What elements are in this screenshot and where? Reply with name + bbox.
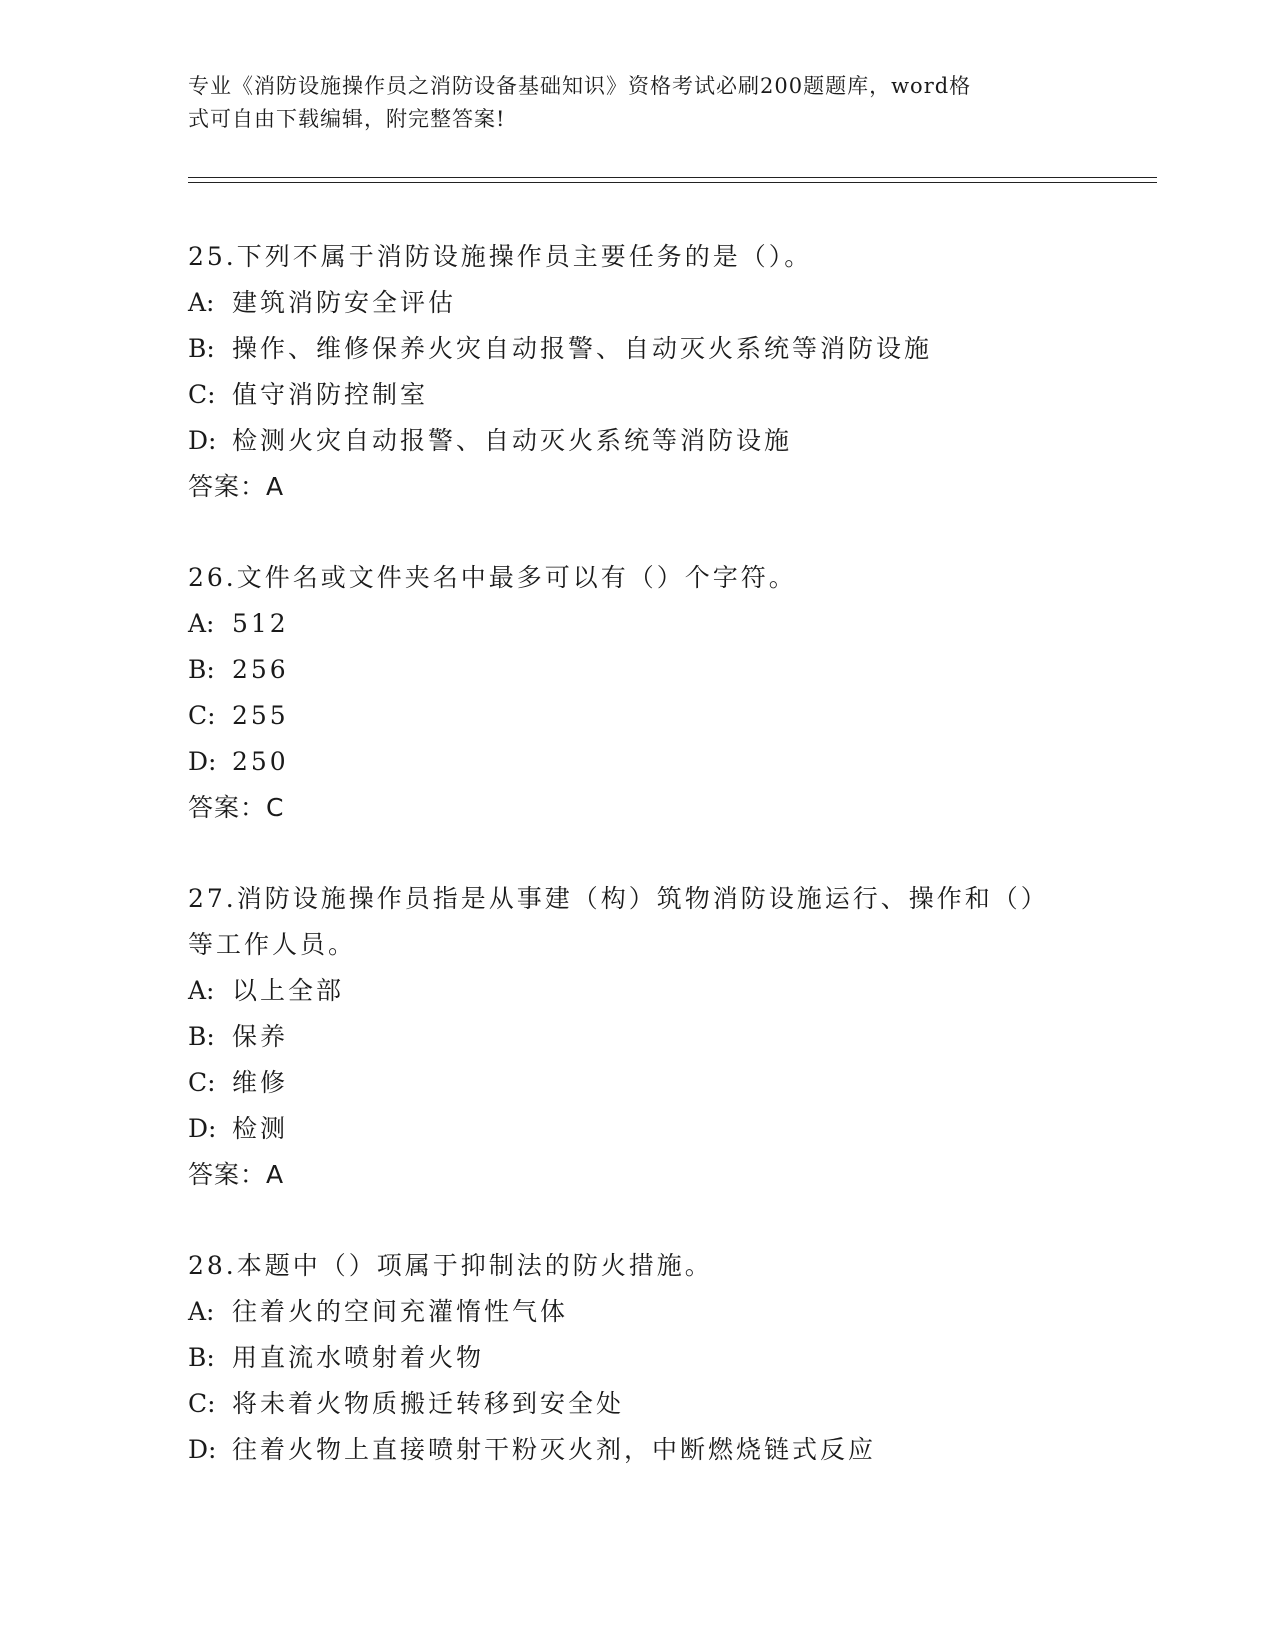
option-a	[188, 280, 1088, 326]
option-b	[188, 1335, 1088, 1381]
header-divider-bottom	[188, 182, 1157, 183]
option-text: 512	[232, 609, 289, 638]
option-letter: A:	[188, 609, 215, 638]
question-stem: 26.文件名或文件夹名中最多可以有（）个字符。	[188, 563, 797, 592]
option-letter: C:	[188, 380, 216, 409]
option-letter: C:	[188, 701, 216, 730]
option-text: 用直流水喷射着火物	[232, 1343, 485, 1372]
question-25	[188, 234, 1088, 510]
option-c	[188, 1060, 1088, 1106]
option-text: 256	[232, 655, 289, 684]
option-text: 以上全部	[232, 976, 345, 1005]
question-28	[188, 1243, 1088, 1473]
option-letter: B:	[188, 1022, 215, 1051]
option-d	[188, 739, 1088, 785]
option-letter: B:	[188, 334, 215, 363]
option-text: 往着火的空间充灌惰性气体	[232, 1297, 569, 1326]
option-text: 检测	[232, 1114, 289, 1143]
header-line-2: 式可自由下载编辑，附完整答案!	[188, 107, 506, 131]
header-line-1: 专业《消防设施操作员之消防设备基础知识》资格考试必刷200题题库，word格	[188, 74, 972, 98]
option-text: 维修	[232, 1068, 289, 1097]
option-letter: A:	[188, 1297, 215, 1326]
question-stem-line-2: 等工作人员。	[188, 930, 357, 959]
option-text: 将未着火物质搬迁转移到安全处	[232, 1389, 625, 1418]
option-letter: B:	[188, 655, 215, 684]
option-letter: A:	[188, 976, 215, 1005]
option-a	[188, 968, 1088, 1014]
option-letter: C:	[188, 1389, 216, 1418]
answer-line: 答案：C	[188, 793, 285, 822]
answer-line: 答案：A	[188, 1160, 285, 1189]
option-text: 操作、维修保养火灾自动报警、自动灭火系统等消防设施	[232, 334, 933, 363]
option-letter: B:	[188, 1343, 215, 1372]
option-c	[188, 1381, 1088, 1427]
header-divider-top	[188, 177, 1157, 178]
question-stem-line-1: 27.消防设施操作员指是从事建（构）筑物消防设施运行、操作和（）	[188, 884, 1049, 913]
option-letter: D:	[188, 1435, 217, 1464]
option-text: 检测火灾自动报警、自动灭火系统等消防设施	[232, 426, 793, 455]
option-d	[188, 418, 1088, 464]
option-text: 值守消防控制室	[232, 380, 429, 409]
answer-line: 答案：A	[188, 472, 285, 501]
option-text: 保养	[232, 1022, 289, 1051]
option-c	[188, 372, 1088, 418]
option-letter: C:	[188, 1068, 216, 1097]
option-text: 往着火物上直接喷射干粉灭火剂，中断燃烧链式反应	[232, 1435, 877, 1464]
option-d	[188, 1427, 1088, 1473]
option-text: 建筑消防安全评估	[232, 288, 457, 317]
option-b	[188, 647, 1088, 693]
option-c	[188, 693, 1088, 739]
option-letter: A:	[188, 288, 215, 317]
option-b	[188, 326, 1088, 372]
question-27	[188, 876, 1088, 1198]
option-text: 250	[232, 747, 289, 776]
question-26	[188, 555, 1088, 831]
option-a	[188, 601, 1088, 647]
option-d	[188, 1106, 1088, 1152]
question-stem: 28.本题中（）项属于抑制法的防火措施。	[188, 1251, 713, 1280]
document-header	[188, 70, 1068, 136]
option-a	[188, 1289, 1088, 1335]
option-letter: D:	[188, 426, 217, 455]
option-letter: D:	[188, 747, 217, 776]
option-letter: D:	[188, 1114, 217, 1143]
question-stem: 25.下列不属于消防设施操作员主要任务的是（）。	[188, 242, 813, 271]
option-b	[188, 1014, 1088, 1060]
option-text: 255	[232, 701, 289, 730]
